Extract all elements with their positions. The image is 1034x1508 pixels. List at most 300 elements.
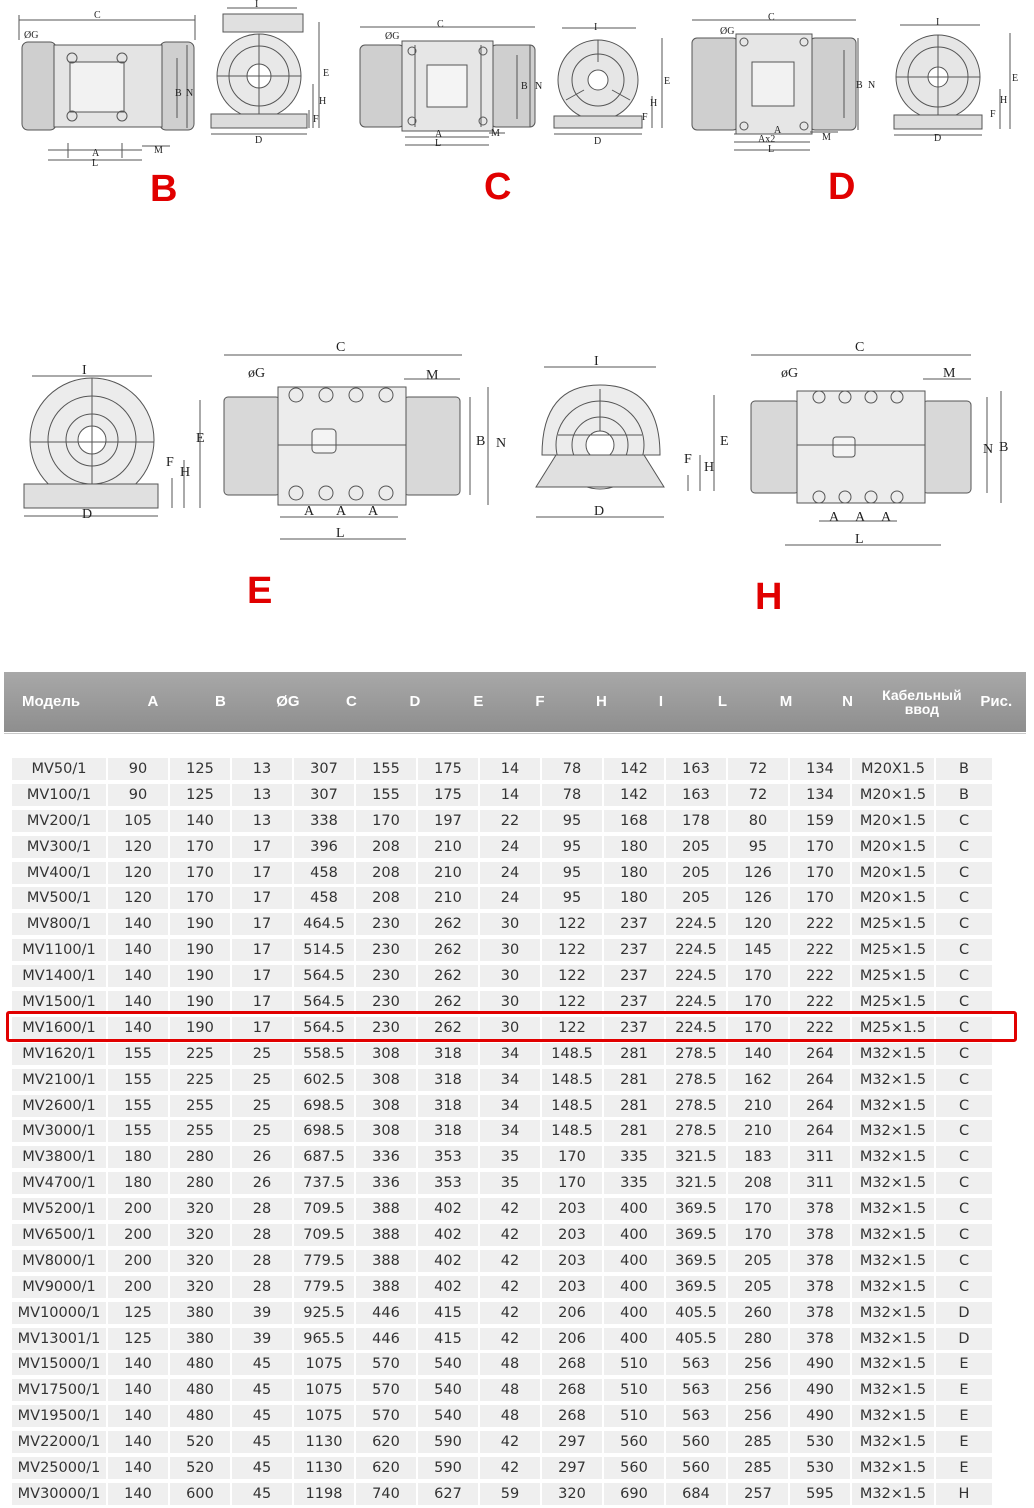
table-cell: MV19500/1: [12, 1405, 106, 1427]
table-cell: 24: [480, 836, 540, 858]
dim-n: N: [868, 80, 876, 91]
table-cell: M32×1.5: [852, 1224, 934, 1246]
table-cell: 45: [232, 1483, 292, 1505]
table-cell: 560: [666, 1457, 726, 1479]
table-cell: E: [936, 1379, 992, 1401]
table-row: [4, 860, 1026, 886]
table-cell: 17: [232, 913, 292, 935]
table-cell: 30: [480, 913, 540, 935]
table-row: [4, 1222, 1026, 1248]
table-cell: 698.5: [294, 1095, 354, 1117]
table-cell: 378: [790, 1328, 850, 1350]
dim-a: A: [774, 125, 782, 136]
table-cell: MV1600/1: [12, 1017, 106, 1039]
table-cell: M32×1.5: [852, 1198, 934, 1220]
table-cell: E: [936, 1405, 992, 1427]
table-cell: 1075: [294, 1353, 354, 1375]
table-cell: 335: [604, 1146, 664, 1168]
table-cell: 170: [790, 862, 850, 884]
table-cell: 627: [418, 1483, 478, 1505]
dim-a1: A: [829, 510, 840, 525]
table-cell: 206: [542, 1302, 602, 1324]
table-row: [4, 834, 1026, 860]
table-cell: 200: [108, 1250, 168, 1272]
table-row: [4, 1403, 1026, 1429]
table-cell: 170: [170, 887, 230, 909]
table-cell: 170: [542, 1146, 602, 1168]
table-cell: 25: [232, 1043, 292, 1065]
figure-h-label: H: [755, 576, 783, 618]
dim-m: M: [491, 128, 500, 139]
dim-e: E: [323, 68, 330, 79]
table-row: [4, 1377, 1026, 1403]
table-cell: 200: [108, 1276, 168, 1298]
dim-i: I: [594, 22, 598, 33]
dim-a3: A: [881, 510, 892, 525]
header-cell: Рис.: [980, 693, 1013, 710]
table-cell: 687.5: [294, 1146, 354, 1168]
table-cell: 39: [232, 1302, 292, 1324]
table-cell: 308: [356, 1043, 416, 1065]
table-cell: 264: [790, 1120, 850, 1142]
table-cell: 35: [480, 1172, 540, 1194]
table-cell: 148.5: [542, 1095, 602, 1117]
table-cell: 256: [728, 1379, 788, 1401]
dim-m: M: [154, 145, 163, 156]
table-cell: 175: [418, 784, 478, 806]
table-cell: M20×1.5: [852, 810, 934, 832]
table-cell: 563: [666, 1379, 726, 1401]
table-row: [4, 937, 1026, 963]
dim-g: øG: [248, 366, 266, 381]
table-cell: 125: [170, 784, 230, 806]
table-cell: 148.5: [542, 1069, 602, 1091]
table-cell: 563: [666, 1353, 726, 1375]
table-cell: 17: [232, 836, 292, 858]
table-cell: E: [936, 1431, 992, 1453]
table-cell: E: [936, 1457, 992, 1479]
table-cell: 311: [790, 1146, 850, 1168]
table-cell: 90: [108, 758, 168, 780]
dim-ax2: Ax2: [758, 134, 776, 145]
table-cell: 570: [356, 1405, 416, 1427]
table-cell: 30: [480, 991, 540, 1013]
figure-h-end-view: [532, 345, 732, 525]
table-cell: 148.5: [542, 1120, 602, 1142]
dim-e: E: [720, 434, 729, 449]
table-cell: 262: [418, 991, 478, 1013]
table-cell: 72: [728, 758, 788, 780]
table-cell: 17: [232, 1017, 292, 1039]
figure-c-side-view: [355, 15, 555, 150]
table-cell: 264: [790, 1043, 850, 1065]
table-cell: 570: [356, 1353, 416, 1375]
table-cell: 42: [480, 1431, 540, 1453]
dim-i: I: [255, 0, 259, 10]
table-cell: 320: [170, 1198, 230, 1220]
table-cell: 278.5: [666, 1120, 726, 1142]
table-cell: 262: [418, 1017, 478, 1039]
header-cell: C: [345, 693, 357, 710]
table-cell: 336: [356, 1146, 416, 1168]
table-cell: 125: [108, 1328, 168, 1350]
table-cell: 222: [790, 991, 850, 1013]
table-cell: 183: [728, 1146, 788, 1168]
table-cell: 205: [728, 1276, 788, 1298]
table-cell: 230: [356, 965, 416, 987]
table-cell: 208: [728, 1172, 788, 1194]
table-cell: 1130: [294, 1431, 354, 1453]
table-cell: 159: [790, 810, 850, 832]
header-cell: H: [596, 693, 607, 710]
table-cell: 13: [232, 784, 292, 806]
highlight-frame: [6, 1011, 1017, 1042]
table-cell: 78: [542, 784, 602, 806]
table-cell: 490: [790, 1379, 850, 1401]
table-cell: 388: [356, 1224, 416, 1246]
table-cell: 520: [170, 1431, 230, 1453]
table-row: [4, 1041, 1026, 1067]
table-cell: 230: [356, 1017, 416, 1039]
header-cell: I: [658, 693, 664, 710]
table-cell: M32×1.5: [852, 1120, 934, 1142]
table-cell: 480: [170, 1353, 230, 1375]
table-cell: 13: [232, 758, 292, 780]
table-cell: 180: [108, 1172, 168, 1194]
table-cell: 95: [728, 836, 788, 858]
dim-g: ØG: [385, 31, 400, 42]
table-cell: 190: [170, 965, 230, 987]
table-cell: 510: [604, 1353, 664, 1375]
table-cell: 140: [108, 939, 168, 961]
table-cell: 1198: [294, 1483, 354, 1505]
table-cell: 262: [418, 939, 478, 961]
table-cell: 142: [604, 784, 664, 806]
table-cell: M25×1.5: [852, 991, 934, 1013]
table-cell: 402: [418, 1224, 478, 1246]
table-cell: 400: [604, 1224, 664, 1246]
table-cell: 965.5: [294, 1328, 354, 1350]
table-cell: 155: [356, 758, 416, 780]
table-cell: 560: [666, 1431, 726, 1453]
table-cell: MV50/1: [12, 758, 106, 780]
table-cell: 170: [728, 991, 788, 1013]
table-cell: 779.5: [294, 1276, 354, 1298]
table-row: [4, 1481, 1026, 1507]
table-row: [4, 756, 1026, 782]
table-cell: 378: [790, 1276, 850, 1298]
table-cell: 369.5: [666, 1276, 726, 1298]
table-cell: 222: [790, 1017, 850, 1039]
table-cell: MV15000/1: [12, 1353, 106, 1375]
table-cell: 320: [542, 1483, 602, 1505]
table-cell: 224.5: [666, 913, 726, 935]
dim-c: C: [437, 19, 444, 30]
table-cell: 170: [728, 1198, 788, 1220]
figure-b-label: B: [150, 168, 178, 210]
table-cell: 563: [666, 1405, 726, 1427]
table-cell: 162: [728, 1069, 788, 1091]
table-cell: 560: [604, 1431, 664, 1453]
table-cell: C: [936, 991, 992, 1013]
table-cell: 480: [170, 1405, 230, 1427]
table-cell: MV30000/1: [12, 1483, 106, 1505]
header-cell: N: [842, 693, 853, 710]
dim-a2: A: [855, 510, 866, 525]
table-cell: 17: [232, 965, 292, 987]
table-cell: 281: [604, 1069, 664, 1091]
table-cell: MV1400/1: [12, 965, 106, 987]
table-cell: 59: [480, 1483, 540, 1505]
table-cell: 320: [170, 1224, 230, 1246]
table-cell: 45: [232, 1353, 292, 1375]
table-cell: 709.5: [294, 1224, 354, 1246]
table-cell: 600: [170, 1483, 230, 1505]
table-cell: 405.5: [666, 1328, 726, 1350]
table-cell: 205: [666, 836, 726, 858]
table-cell: 320: [170, 1250, 230, 1272]
dim-l: L: [435, 138, 442, 149]
table-cell: 140: [108, 991, 168, 1013]
table-cell: 122: [542, 1017, 602, 1039]
table-cell: M32×1.5: [852, 1172, 934, 1194]
table-row: [4, 782, 1026, 808]
table-cell: 380: [170, 1302, 230, 1324]
table-cell: 208: [356, 836, 416, 858]
table-cell: M32×1.5: [852, 1328, 934, 1350]
table-cell: 400: [604, 1302, 664, 1324]
table-cell: M32×1.5: [852, 1405, 934, 1427]
header-cell: Модель: [22, 693, 81, 710]
table-cell: 224.5: [666, 939, 726, 961]
table-row: [4, 1248, 1026, 1274]
table-cell: 203: [542, 1276, 602, 1298]
table-cell: 230: [356, 939, 416, 961]
dim-i: I: [936, 17, 940, 28]
table-cell: 24: [480, 887, 540, 909]
table-cell: 210: [728, 1120, 788, 1142]
table-cell: M20X1.5: [852, 758, 934, 780]
table-row: [4, 1351, 1026, 1377]
dim-l: L: [768, 144, 775, 155]
table-cell: 72: [728, 784, 788, 806]
table-cell: 210: [418, 887, 478, 909]
table-cell: 155: [108, 1043, 168, 1065]
table-cell: M32×1.5: [852, 1457, 934, 1479]
figure-d-side-view: [688, 8, 888, 158]
figure-e-side-view: [218, 335, 518, 550]
dim-b: B: [175, 88, 182, 99]
table-cell: M32×1.5: [852, 1483, 934, 1505]
table-cell: 595: [790, 1483, 850, 1505]
dim-b: B: [521, 81, 528, 92]
table-cell: 45: [232, 1457, 292, 1479]
table-cell: 237: [604, 1017, 664, 1039]
table-cell: 122: [542, 939, 602, 961]
figure-b-end-view: [205, 0, 335, 145]
table-cell: M32×1.5: [852, 1379, 934, 1401]
table-cell: 17: [232, 991, 292, 1013]
table-cell: 163: [666, 758, 726, 780]
table-cell: MV4700/1: [12, 1172, 106, 1194]
dim-d: D: [594, 504, 605, 519]
table-cell: 208: [356, 887, 416, 909]
table-cell: B: [936, 784, 992, 806]
table-cell: 224.5: [666, 965, 726, 987]
table-cell: 178: [666, 810, 726, 832]
table-row: [4, 1067, 1026, 1093]
table-cell: MV10000/1: [12, 1302, 106, 1324]
table-cell: MV22000/1: [12, 1431, 106, 1453]
table-body: [4, 756, 1026, 1507]
table-cell: 170: [790, 887, 850, 909]
table-cell: 285: [728, 1431, 788, 1453]
table-row: [4, 1118, 1026, 1144]
dim-c: C: [855, 340, 865, 355]
table-cell: 200: [108, 1224, 168, 1246]
table-cell: M25×1.5: [852, 913, 934, 935]
table-cell: 264: [790, 1095, 850, 1117]
table-cell: 280: [170, 1172, 230, 1194]
table-cell: 405.5: [666, 1302, 726, 1324]
table-cell: 134: [790, 758, 850, 780]
table-row: [4, 1429, 1026, 1455]
table-cell: 369.5: [666, 1224, 726, 1246]
table-cell: 520: [170, 1457, 230, 1479]
table-cell: 142: [604, 758, 664, 780]
table-cell: 39: [232, 1328, 292, 1350]
table-cell: 163: [666, 784, 726, 806]
table-cell: 48: [480, 1379, 540, 1401]
table-cell: 42: [480, 1198, 540, 1220]
table-cell: MV1500/1: [12, 991, 106, 1013]
header-cell: F: [535, 693, 545, 710]
table-header: [4, 672, 1026, 732]
table-cell: 380: [170, 1328, 230, 1350]
table-cell: MV6500/1: [12, 1224, 106, 1246]
figure-d-end-view: [890, 15, 1030, 145]
table-cell: 140: [108, 1353, 168, 1375]
table-cell: M20×1.5: [852, 784, 934, 806]
table-cell: 564.5: [294, 965, 354, 987]
table-cell: 570: [356, 1379, 416, 1401]
table-cell: 222: [790, 913, 850, 935]
figure-b-side-view: [10, 0, 210, 170]
table-cell: 415: [418, 1328, 478, 1350]
table-cell: MV5200/1: [12, 1198, 106, 1220]
dim-d: D: [594, 136, 602, 147]
table-cell: 308: [356, 1095, 416, 1117]
dim-g: ØG: [24, 30, 39, 41]
table-cell: 222: [790, 939, 850, 961]
table-cell: 125: [170, 758, 230, 780]
table-cell: 353: [418, 1172, 478, 1194]
table-cell: 378: [790, 1224, 850, 1246]
table-cell: 388: [356, 1276, 416, 1298]
table-cell: 155: [108, 1095, 168, 1117]
table-cell: 280: [170, 1146, 230, 1168]
table-cell: 402: [418, 1250, 478, 1272]
table-cell: MV3800/1: [12, 1146, 106, 1168]
dim-c: C: [336, 340, 346, 355]
header-cell: B: [215, 693, 226, 710]
table-cell: 24: [480, 862, 540, 884]
table-cell: 42: [480, 1224, 540, 1246]
table-row: [4, 1144, 1026, 1170]
table-cell: 262: [418, 965, 478, 987]
table-cell: 255: [170, 1120, 230, 1142]
dimensions-table: [4, 672, 1026, 1502]
table-cell: M32×1.5: [852, 1069, 934, 1091]
table-row: [4, 1093, 1026, 1119]
table-cell: 140: [108, 1017, 168, 1039]
table-cell: 30: [480, 939, 540, 961]
table-cell: 95: [542, 810, 602, 832]
table-cell: M25×1.5: [852, 965, 934, 987]
table-cell: MV200/1: [12, 810, 106, 832]
table-cell: 388: [356, 1250, 416, 1272]
table-cell: 297: [542, 1431, 602, 1453]
table-cell: 510: [604, 1405, 664, 1427]
table-cell: 558.5: [294, 1043, 354, 1065]
table-cell: 222: [790, 965, 850, 987]
table-cell: M32×1.5: [852, 1043, 934, 1065]
table-cell: 318: [418, 1095, 478, 1117]
table-cell: 336: [356, 1172, 416, 1194]
header-cell: ØG: [276, 693, 300, 710]
table-cell: 620: [356, 1457, 416, 1479]
header-cell: Кабельный ввод: [882, 687, 962, 717]
table-cell: 190: [170, 991, 230, 1013]
table-cell: C: [936, 965, 992, 987]
table-cell: 14: [480, 784, 540, 806]
dim-m: M: [426, 368, 439, 383]
table-cell: 779.5: [294, 1250, 354, 1272]
table-cell: 125: [108, 1302, 168, 1324]
table-cell: MV3000/1: [12, 1120, 106, 1142]
table-cell: 78: [542, 758, 602, 780]
table-cell: 402: [418, 1276, 478, 1298]
table-cell: C: [936, 836, 992, 858]
table-cell: 311: [790, 1172, 850, 1194]
table-cell: 264: [790, 1069, 850, 1091]
table-cell: B: [936, 758, 992, 780]
table-cell: C: [936, 887, 992, 909]
table-cell: 180: [604, 862, 664, 884]
table-cell: 353: [418, 1146, 478, 1168]
figure-e-end-view: [20, 360, 215, 525]
table-cell: C: [936, 1146, 992, 1168]
table-cell: 490: [790, 1405, 850, 1427]
table-cell: 45: [232, 1379, 292, 1401]
table-cell: 168: [604, 810, 664, 832]
table-cell: 400: [604, 1250, 664, 1272]
table-cell: 170: [728, 1224, 788, 1246]
table-cell: 396: [294, 836, 354, 858]
table-cell: 170: [728, 1017, 788, 1039]
table-cell: 134: [790, 784, 850, 806]
table-cell: 190: [170, 939, 230, 961]
table-cell: 28: [232, 1198, 292, 1220]
dim-b: B: [856, 80, 863, 91]
dim-n: N: [535, 81, 543, 92]
table-cell: 140: [108, 1483, 168, 1505]
dim-f: F: [990, 109, 996, 120]
table-cell: 17: [232, 939, 292, 961]
table-cell: 378: [790, 1198, 850, 1220]
table-cell: 140: [108, 1431, 168, 1453]
table-cell: 42: [480, 1457, 540, 1479]
